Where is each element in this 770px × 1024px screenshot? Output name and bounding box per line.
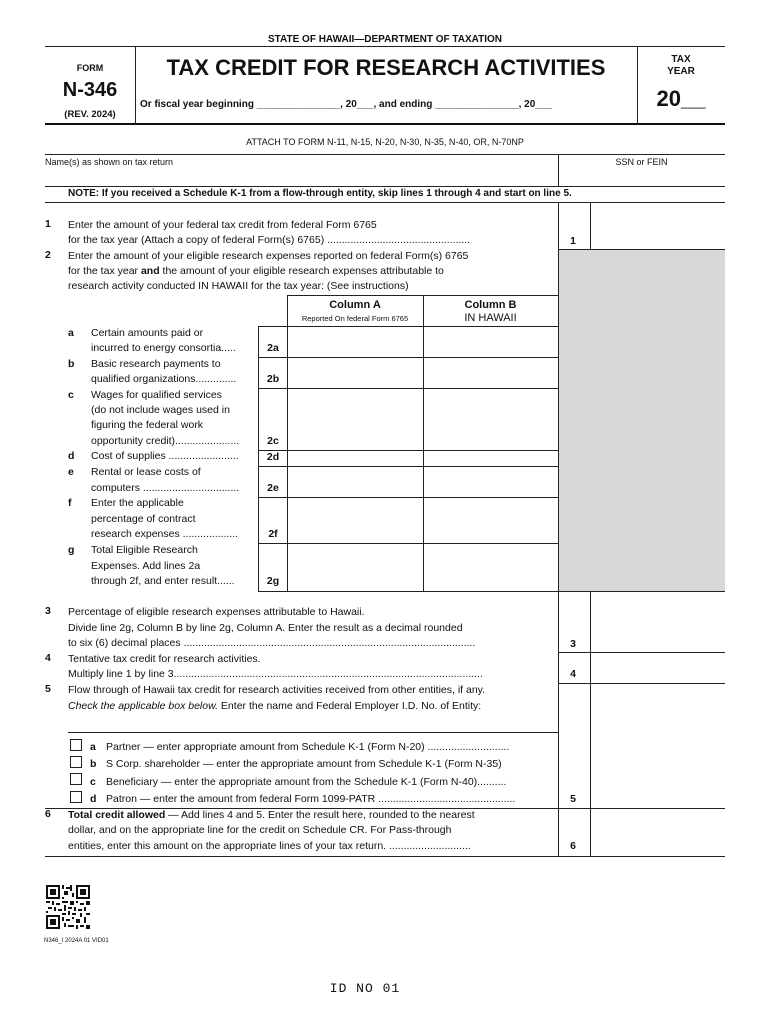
qr-code — [46, 885, 90, 929]
year-label: YEAR — [667, 66, 695, 77]
column-a-header: Column A — [329, 299, 381, 311]
header-top-rule — [45, 46, 725, 47]
line1-amount-field[interactable] — [592, 203, 724, 248]
line3-number: 3 — [45, 605, 51, 617]
line2c-text-3: figuring the federal work — [91, 419, 204, 431]
line2e-text-2: computers ................................. — [91, 482, 240, 494]
table-col-b-left — [423, 295, 424, 591]
line2g-letter: g — [68, 544, 75, 556]
ssn-fein-field[interactable] — [560, 168, 724, 185]
line2-b-pre: for the tax year — [68, 265, 141, 277]
header-bottom-rule — [45, 123, 725, 125]
line2a-text-2: incurred to energy consortia..... — [91, 342, 236, 354]
line6-a-post: — Add lines 4 and 5. Enter the result here, rounded to the nearest — [165, 809, 475, 821]
line5a-letter: a — [90, 741, 96, 753]
line5-text-a: Flow through of Hawaii tax credit for research activities received from other entities, if any. — [68, 684, 486, 696]
line2d-col-a-field[interactable] — [289, 451, 422, 465]
line6-a-bold: Total credit allowed — [68, 809, 166, 821]
line5-amount-field[interactable] — [592, 684, 724, 807]
line2-shaded-area — [559, 249, 725, 591]
line2c-col-a-field[interactable] — [289, 389, 422, 450]
line5-text-b — [68, 699, 481, 715]
form-title: TAX CREDIT FOR RESEARCH ACTIVITIES — [166, 55, 606, 80]
line5c-letter: c — [90, 776, 96, 788]
tax-year-value[interactable]: 20__ — [656, 86, 706, 111]
line3-text-a: Percentage of eligible research expenses attributable to Hawaii. — [68, 606, 365, 618]
note-k1: NOTE: If you received a Schedule K-1 from a flow-through entity, skip lines 1 through 4 and start on line 5. — [68, 188, 572, 199]
line2a-col-a-field[interactable] — [289, 327, 422, 357]
line3-text-c: to six (6) decimal places .................................................................................................... — [68, 637, 476, 649]
names-label: Name(s) as shown on tax return — [45, 157, 174, 167]
line6-bottom-rule — [45, 856, 725, 857]
line2c-text-4: opportunity credit)...................... — [91, 435, 240, 447]
line2c-letter: c — [68, 389, 74, 401]
line2f-text-3: research expenses ................... — [91, 528, 239, 540]
line2e-col-a-field[interactable] — [289, 467, 422, 497]
line2g-text-2: Expenses. Add lines 2a — [91, 560, 201, 572]
line5-entity-underline — [68, 732, 558, 733]
line2e-letter: e — [68, 466, 74, 478]
form-revision: (REV. 2024) — [64, 109, 116, 120]
ssn-fein-label: SSN or FEIN — [615, 157, 668, 167]
line2f-box-label: 2f — [268, 528, 278, 540]
line2-text-c: research activity conducted IN HAWAII for the tax year: (See instructions) — [68, 280, 409, 292]
line3-amount-field[interactable] — [592, 592, 724, 652]
line2a-col-b-field[interactable] — [425, 327, 557, 357]
line5d-text: Patron — enter the amount from federal Form 1099-PATR ............................................... — [106, 793, 516, 805]
line4-amount-field[interactable] — [592, 653, 724, 682]
line6-text-b: dollar, and on the appropriate line for the credit on Schedule CR. For Pass-through — [68, 824, 452, 836]
line2c-text-2: (do not include wages used in — [91, 404, 230, 416]
line2f-col-a-field[interactable] — [289, 498, 422, 543]
line5-entity-name-field[interactable] — [68, 717, 556, 731]
column-b-subheader: IN HAWAII — [464, 312, 517, 324]
line2g-text-1: Total Eligible Research — [91, 544, 198, 556]
fiscal-year-line: Or fiscal year beginning _______________, 20___, and ending _______________, 20___ — [140, 99, 552, 110]
line5b-letter: b — [90, 758, 97, 770]
line5b-checkbox[interactable] — [70, 756, 82, 768]
line1-number: 1 — [45, 218, 51, 230]
line6-text-c: entities, enter this amount on the appropriate lines of your tax return. ............................ — [68, 840, 471, 852]
attach-instruction: ATTACH TO FORM N-11, N-15, N-20, N-30, N-35, N-40, OR, N-70NP — [246, 137, 524, 147]
line2f-text-1: Enter the applicable — [91, 497, 184, 509]
line5d-letter: d — [90, 793, 97, 805]
line2a-letter: a — [68, 327, 74, 339]
line2d-text-1: Cost of supplies ........................ — [91, 450, 239, 462]
line5a-text: Partner — enter appropriate amount from Schedule K-1 (Form N-20) ............................ — [106, 741, 510, 753]
line2-b-bold: and — [140, 265, 160, 277]
line2-number: 2 — [45, 249, 51, 261]
names-field[interactable] — [45, 168, 557, 185]
line2b-box-label: 2b — [266, 373, 280, 385]
column-a-subheader: Reported On federal Form 6765 — [301, 314, 409, 323]
line1-box-label: 1 — [570, 235, 576, 247]
line4-text-a: Tentative tax credit for research activities. — [68, 653, 261, 665]
line2c-col-b-field[interactable] — [425, 389, 557, 450]
line2d-box-label: 2d — [266, 451, 280, 463]
line6-text-a — [68, 808, 475, 824]
line6-box-label: 6 — [570, 840, 576, 852]
line3-text-b: Divide line 2g, Column B by line 2g, Column A. Enter the result as a decimal rounded — [68, 622, 463, 634]
line1-bottom-rule — [558, 249, 725, 250]
line2g-box-label: 2g — [266, 575, 280, 587]
line2-text-a: Enter the amount of your eligible research expenses reported on federal Form(s) 6765 — [68, 250, 469, 262]
line6-number: 6 — [45, 808, 51, 820]
line2c-text-1: Wages for qualified services — [91, 389, 222, 401]
line2c-box-label: 2c — [267, 435, 279, 447]
state-department-line: STATE OF HAWAII—DEPARTMENT OF TAXATION — [267, 34, 503, 45]
line5-box-label: 5 — [570, 793, 576, 805]
line5-b-post: Enter the name and Federal Employer I.D. No. of Entity: — [218, 700, 482, 712]
line3-box-label: 3 — [570, 638, 576, 650]
line2-b-post: the amount of your eligible research expenses attributable to — [159, 265, 444, 277]
line1-text-a: Enter the amount of your federal tax credit from federal Form 6765 — [68, 219, 377, 231]
line2g-text-3: through 2f, and enter result...... — [91, 575, 235, 587]
line2d-col-b-field[interactable] — [425, 451, 557, 465]
id-number: ID NO 01 — [329, 981, 401, 996]
line5c-checkbox[interactable] — [70, 773, 82, 785]
line1-text-b: for the tax year (Attach a copy of federal Form(s) 6765) ................................................. — [68, 234, 471, 246]
form-id-code: N346_I 2024A 01 VID01 — [44, 938, 109, 944]
line2f-col-b-field[interactable] — [425, 498, 557, 543]
line2a-box-label: 2a — [267, 342, 279, 354]
tax-label: TAX — [671, 54, 691, 65]
line5a-checkbox[interactable] — [70, 739, 82, 751]
line6-amount-field[interactable] — [592, 809, 724, 856]
line2b-col-a-field[interactable] — [289, 358, 422, 388]
form-label: FORM — [76, 63, 104, 73]
line2g-col-b-field[interactable] — [425, 544, 557, 590]
line5-number: 5 — [45, 683, 51, 695]
line2b-letter: b — [68, 358, 75, 370]
column-b-header: Column B — [464, 299, 517, 311]
line2b-col-b-field[interactable] — [425, 358, 557, 388]
line5-b-italic: Check the applicable box below. — [68, 700, 219, 712]
line2e-box-label: 2e — [267, 482, 279, 494]
line2e-col-b-field[interactable] — [425, 467, 557, 497]
line2b-text-2: qualified organizations.............. — [91, 373, 237, 385]
line5c-text: Beneficiary — enter the appropriate amount from the Schedule K-1 (Form N-40).......... — [106, 776, 507, 788]
line2e-text-1: Rental or lease costs of — [91, 466, 201, 478]
line4-number: 4 — [45, 652, 51, 664]
line2b-text-1: Basic research payments to — [91, 358, 221, 370]
line2d-letter: d — [68, 450, 75, 462]
line5d-checkbox[interactable] — [70, 791, 82, 803]
line4-text-b: Multiply line 1 by line 3.......................................................................................................... — [68, 668, 483, 680]
line4-box-label: 4 — [570, 668, 576, 680]
line2g-col-a-field[interactable] — [289, 544, 422, 590]
line2f-letter: f — [68, 497, 72, 509]
line2-text-b — [68, 264, 444, 280]
line2a-text-1: Certain amounts paid or — [91, 327, 204, 339]
line5b-text: S Corp. shareholder — enter the appropriate amount from Schedule K-1 (Form N-35) — [106, 758, 502, 770]
line2f-text-2: percentage of contract — [91, 513, 196, 525]
form-number: N-346 — [62, 79, 118, 101]
